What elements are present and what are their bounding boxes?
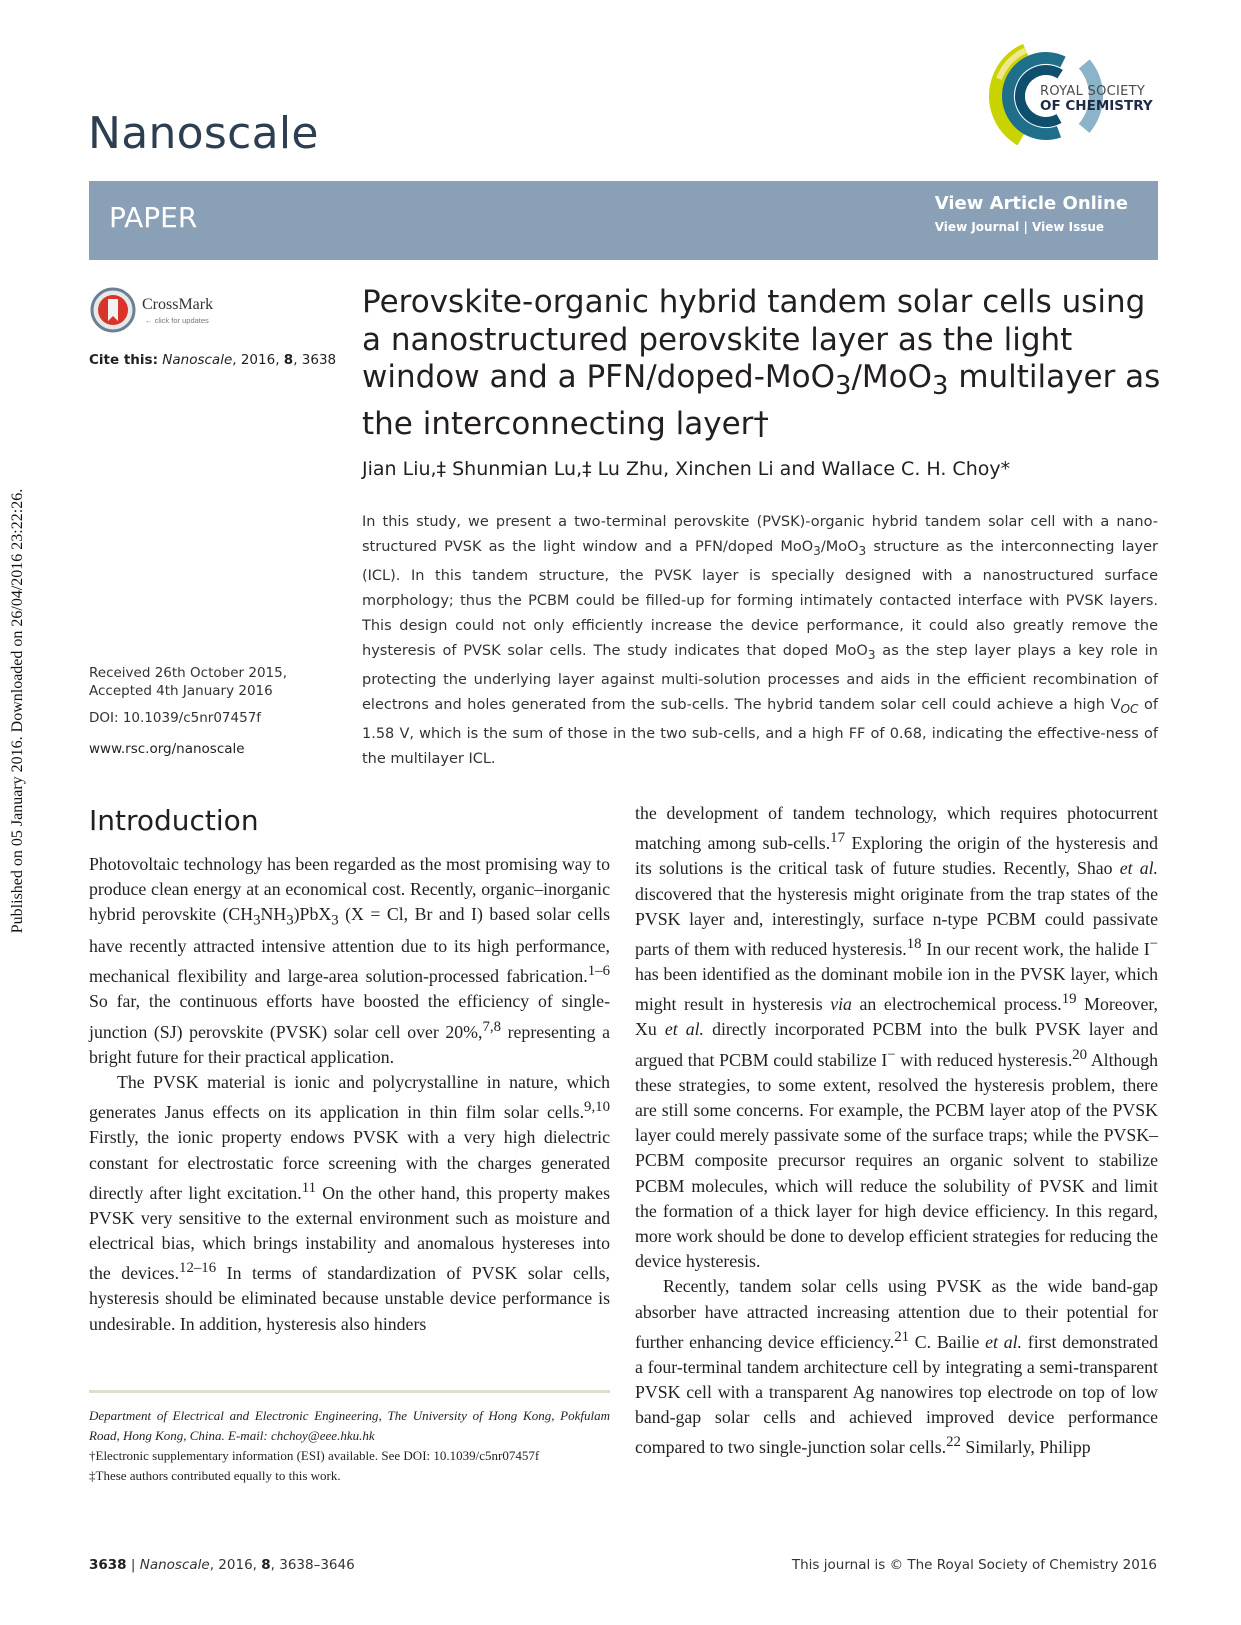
text: The PVSK material is ionic and polycrystalline in nature, which generates Janus effects on its application in thin film solar cells. (89, 1072, 610, 1123)
text: Similarly, Philipp (960, 1437, 1091, 1458)
paragraph (635, 801, 1158, 1274)
cite-this (89, 352, 336, 368)
citation-ref[interactable]: 12–16 (179, 1260, 217, 1277)
text: Exploring the origin of the hysteresis and its solutions is the critical task of future studies. Recently, Shao (635, 833, 1158, 879)
text: representing a bright future for their practical application. (89, 1021, 610, 1067)
italic-text: via (830, 994, 852, 1015)
sub: 3 (331, 912, 339, 929)
text: C. Bailie (909, 1331, 986, 1352)
cite-page: , 3638 (293, 352, 337, 368)
citation-ref[interactable]: 21 (894, 1328, 910, 1345)
view-issue-link[interactable]: View Issue (1032, 220, 1105, 234)
cite-year: , 2016, (232, 352, 284, 368)
citation-ref[interactable]: 18 (906, 935, 922, 952)
footer-volume: 8 (261, 1557, 271, 1573)
text: Firstly, the ionic property endows PVSK with a very high dielectric constant for electrostatic force screening with the charges generated directly after light excitation. (89, 1127, 610, 1203)
text: (X = Cl, Br and I) based solar cells have recently attracted intensive attention due to its high performance, mechanical flexibility and large-area solution-processed fabrication. (89, 904, 610, 987)
superscript: − (1149, 935, 1158, 952)
title-sub: 3 (932, 371, 949, 402)
abstract (362, 510, 1158, 772)
cite-volume: 8 (283, 352, 294, 368)
abstract-sub: 3 (867, 647, 876, 662)
accepted-date: Accepted 4th January 2016 (89, 683, 273, 699)
page-number: 3638 (89, 1557, 127, 1573)
authors: Jian Liu,‡ Shunmian Lu,‡ Lu Zhu, Xinchen Li and Wallace C. H. Choy* (362, 458, 1011, 480)
citation-ref[interactable]: 1–6 (587, 963, 610, 980)
paragraph (89, 852, 610, 1070)
footer-sep: | (130, 1557, 136, 1573)
abstract-sub: 3 (858, 543, 867, 558)
text: )PbX (293, 904, 332, 925)
cite-journal: Nanoscale (162, 352, 233, 368)
text: NH (260, 904, 287, 925)
abstract-text: structure as the interconnecting layer (ICL). In this tandem structure, the PVSK layer is specially designed with a nanostructured surface morphology; thus the PCBM could be filled-up for forming intimately contacted interface with PVSK layers. This design could not only efficiently increase the device performance, it could also greatly remove the hysteresis of PVSK solar cells. The study indicates that doped MoO (362, 539, 1158, 659)
journal-name: Nanoscale (88, 108, 319, 159)
footnote-rule (89, 1390, 610, 1393)
footer-journal: Nanoscale (139, 1557, 210, 1573)
copyright-notice: This journal is © The Royal Society of Chemistry 2016 (791, 1557, 1157, 1573)
text: In our recent work, the halide I (921, 938, 1150, 959)
italic-text: et al. (985, 1331, 1023, 1352)
title-part: Perovskite-organic hybrid tandem solar cells using a nanostructured perovskite layer as the light window and a PFN/doped-MoO (362, 284, 1146, 395)
citation-ref[interactable]: 22 (946, 1434, 961, 1451)
text: discovered that the hysteresis might originate from the trap states of the PVSK layer and, interestingly, surface n-type PCBM could passivate parts of them with reduced hysteresis. (635, 883, 1158, 959)
received-date: Received 26th October 2015, (89, 665, 287, 681)
abstract-text: as the step layer plays a key role in protecting the underlying layer against multi-solution processes and aids in the efficient recombination of electrons and holes generated from the sub-cells. The hybrid tandem solar cell could achieve a high V (362, 642, 1158, 713)
equal-contribution-footnote: ‡These authors contributed equally to this work. (89, 1468, 341, 1483)
esi-footnote: †Electronic supplementary information (ESI) available. See DOI: 10.1039/c5nr07457f (89, 1448, 540, 1463)
text: has been identified as the dominant mobile ion in the PVSK layer, which might result in hysteresis (635, 964, 1158, 1015)
link-separator: | (1023, 220, 1028, 234)
citation-ref[interactable]: 19 (1061, 991, 1077, 1008)
crossmark-label[interactable]: CrossMark (142, 296, 214, 313)
doi[interactable]: DOI: 10.1039/c5nr07457f (89, 710, 262, 726)
title-sub: 3 (835, 371, 852, 402)
affiliation-footnote: Department of Electrical and Electronic Engineering, The University of Hong Kong, Pokfulam Road, Hong Kong, China. E-mail: chchoy@eee.hku.hk (89, 1408, 610, 1443)
banner-links (935, 193, 1128, 234)
text: with reduced hysteresis. (895, 1049, 1073, 1070)
text: So far, the continuous efforts have boosted the efficiency of single-junction (SJ) perovskite (PVSK) solar cell over 20%, (89, 991, 610, 1042)
footer-pages: , 3638–3646 (270, 1557, 355, 1573)
citation-ref[interactable]: 11 (301, 1179, 317, 1196)
text: In terms of standardization of PVSK solar cells, hysteresis should be eliminated because unstable device performance is undesirable. In addition, hysteresis also hinders (89, 1263, 610, 1334)
text: Recently, tandem solar cells using PVSK as the wide band-gap absorber have attracted increasing attention due to their potential for further enhancing device efficiency. (635, 1276, 1158, 1352)
received-dates (89, 664, 287, 700)
cite-prefix: Cite this: (89, 352, 158, 368)
abstract-sub: 3 (813, 543, 821, 558)
title-part: multilayer as the interconnecting layer† (362, 359, 1161, 442)
article-title (362, 284, 1162, 443)
abstract-text: of 1.58 V, which is the sum of those in the two sub-cells, and a high FF of 0.68, indicating the effective-ness of the multilayer ICL. (362, 696, 1158, 767)
citation-ref[interactable]: 20 (1072, 1046, 1088, 1063)
text: an electrochemical process. (851, 994, 1062, 1015)
paragraph (635, 1274, 1158, 1460)
view-article-online-link[interactable]: View Article Online (934, 193, 1128, 214)
text: Moreover, Xu (635, 994, 1158, 1040)
crossmark-sub-text: click for updates (154, 316, 209, 325)
text: first demonstrated a four-terminal tandem architecture cell by integrating a semi-transparent PVSK cell with a transparent Ag nanowires top electrode on top of low band-gap solar cells and achieved improved device performance compared to two single-junction solar cells. (635, 1331, 1158, 1458)
journal-url[interactable]: www.rsc.org/nanoscale (89, 741, 245, 757)
section-heading: Introduction (89, 804, 259, 837)
abstract-sub: OC (1120, 701, 1139, 716)
paragraph (89, 1070, 610, 1337)
view-journal-link[interactable]: View Journal (934, 220, 1020, 234)
rsc-line1: ROYAL SOCIETY (1040, 84, 1146, 99)
abstract-text: In this study, we present a two-terminal perovskite (PVSK)-organic hybrid tandem solar cell with a nano-structured PVSK as the light window and a PFN/doped MoO (362, 514, 1158, 555)
rsc-logo-text (1040, 84, 1153, 114)
crossmark-icon[interactable] (90, 287, 136, 333)
title-part: /MoO (851, 359, 933, 395)
sub: 3 (286, 912, 294, 929)
superscript: − (887, 1046, 896, 1063)
body-column-left (89, 852, 610, 1337)
text: the development of tandem technology, which requires photocurrent matching among sub-cells. (635, 803, 1158, 854)
text: directly incorporated PCBM into the bulk PVSK layer and argued that PCBM could stabilize I (635, 1019, 1158, 1070)
footer-year: , 2016, (209, 1557, 262, 1573)
rsc-line2: OF CHEMISTRY (1040, 98, 1153, 114)
crossmark-sub: ← click for updates (145, 316, 209, 325)
citation-ref[interactable]: 7,8 (482, 1018, 501, 1035)
italic-text: et al. (664, 1019, 705, 1040)
article-banner (89, 181, 1158, 260)
text: Although these strategies, to some extent, resolved the hysteresis problem, there are still some concerns. For example, the PCBM layer atop of the PVSK layer could merely passivate some of the surface traps; while the PVSK–PCBM composite precursor requires an organic solvent to stabilize PCBM molecules, which will reduce the solubility of PVSK and limit the formation of a thick layer for high device efficiency. In this regard, more work should be done to develop efficient strategies for reducing the device hysteresis. (635, 1049, 1158, 1272)
body-column-right (635, 801, 1158, 1461)
publication-stamp: Published on 05 January 2016. Downloaded on 26/04/2016 23:22:26. (9, 488, 26, 934)
italic-text: et al. (1119, 858, 1158, 879)
abstract-text: /MoO (820, 539, 859, 555)
citation-ref[interactable]: 9,10 (584, 1099, 610, 1116)
view-links (935, 220, 1128, 234)
article-type-label: PAPER (109, 201, 198, 234)
text: On the other hand, this property makes PVSK very sensitive to the external environment such as moisture and electrical bias, which brings instability and anomalous hystereses into the devices. (89, 1182, 610, 1284)
text: Photovoltaic technology has been regarded as the most promising way to produce clean energy at an economical cost. Recently, organic–inorganic hybrid perovskite (CH (89, 854, 610, 925)
page-footer-left (89, 1557, 355, 1573)
citation-ref[interactable]: 17 (830, 830, 845, 847)
footnotes (89, 1406, 610, 1486)
sub: 3 (253, 912, 261, 929)
